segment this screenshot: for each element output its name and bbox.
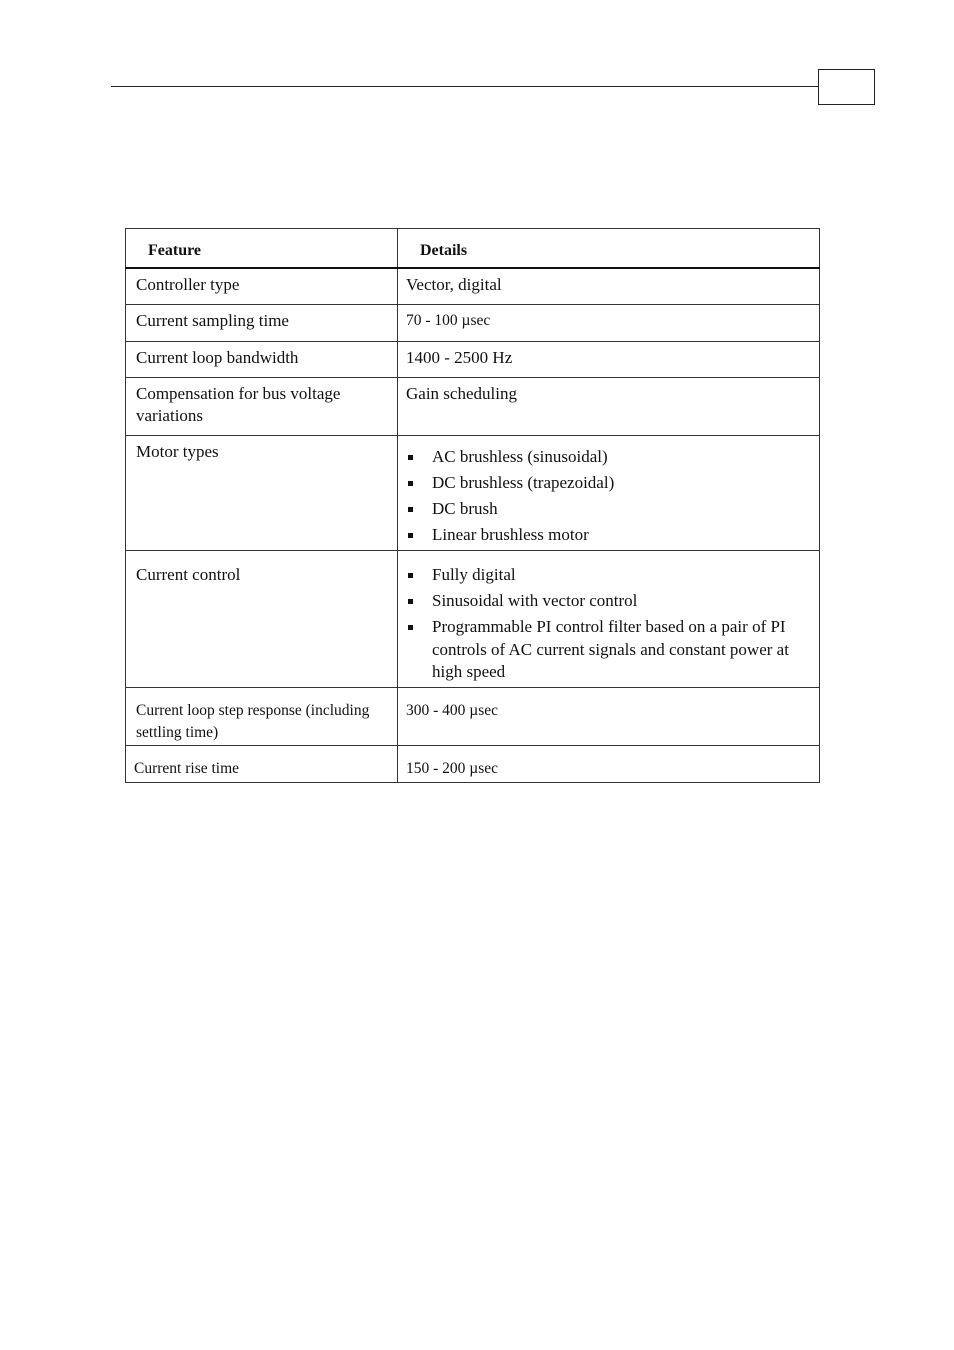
details-cell: 300 - 400 µsec <box>398 688 820 746</box>
feature-column-header: Feature <box>126 229 398 268</box>
table-row <box>126 551 820 688</box>
details-cell: 1400 - 2500 Hz <box>398 342 820 378</box>
feature-cell: Current loop step response (including settling time) <box>126 688 398 746</box>
details-cell: Vector, digital <box>398 268 820 305</box>
table-row <box>126 746 820 783</box>
details-cell: 150 - 200 µsec <box>398 746 820 783</box>
list-item: Fully digital <box>406 564 811 587</box>
page-number-box <box>818 69 875 105</box>
list-item: DC brushless (trapezoidal) <box>406 472 811 495</box>
details-column-header: Details <box>398 229 820 268</box>
details-cell <box>398 551 820 688</box>
table-row <box>126 378 820 436</box>
list-item: Sinusoidal with vector control <box>406 590 811 613</box>
motor-types-list <box>406 446 811 547</box>
table-header-row <box>126 229 820 268</box>
table-row <box>126 305 820 342</box>
list-item: AC brushless (sinusoidal) <box>406 446 811 469</box>
feature-cell: Compensation for bus voltage variations <box>126 378 398 436</box>
header-rule <box>111 86 819 87</box>
table-row <box>126 268 820 305</box>
feature-cell: Current sampling time <box>126 305 398 342</box>
feature-cell: Current control <box>126 551 398 688</box>
feature-cell: Motor types <box>126 436 398 551</box>
feature-cell: Current loop bandwidth <box>126 342 398 378</box>
list-item: DC brush <box>406 498 811 521</box>
list-item: Programmable PI control filter based on a pair of PI controls of AC current signals and constant power at high speed <box>406 616 811 684</box>
current-control-spec-table <box>125 228 820 783</box>
feature-cell: Controller type <box>126 268 398 305</box>
feature-cell: Current rise time <box>126 746 398 783</box>
table-row <box>126 688 820 746</box>
table-row <box>126 436 820 551</box>
current-control-list <box>406 564 811 684</box>
list-item: Linear brushless motor <box>406 524 811 547</box>
details-cell: 70 - 100 µsec <box>398 305 820 342</box>
details-cell <box>398 436 820 551</box>
table-row <box>126 342 820 378</box>
details-cell: Gain scheduling <box>398 378 820 436</box>
